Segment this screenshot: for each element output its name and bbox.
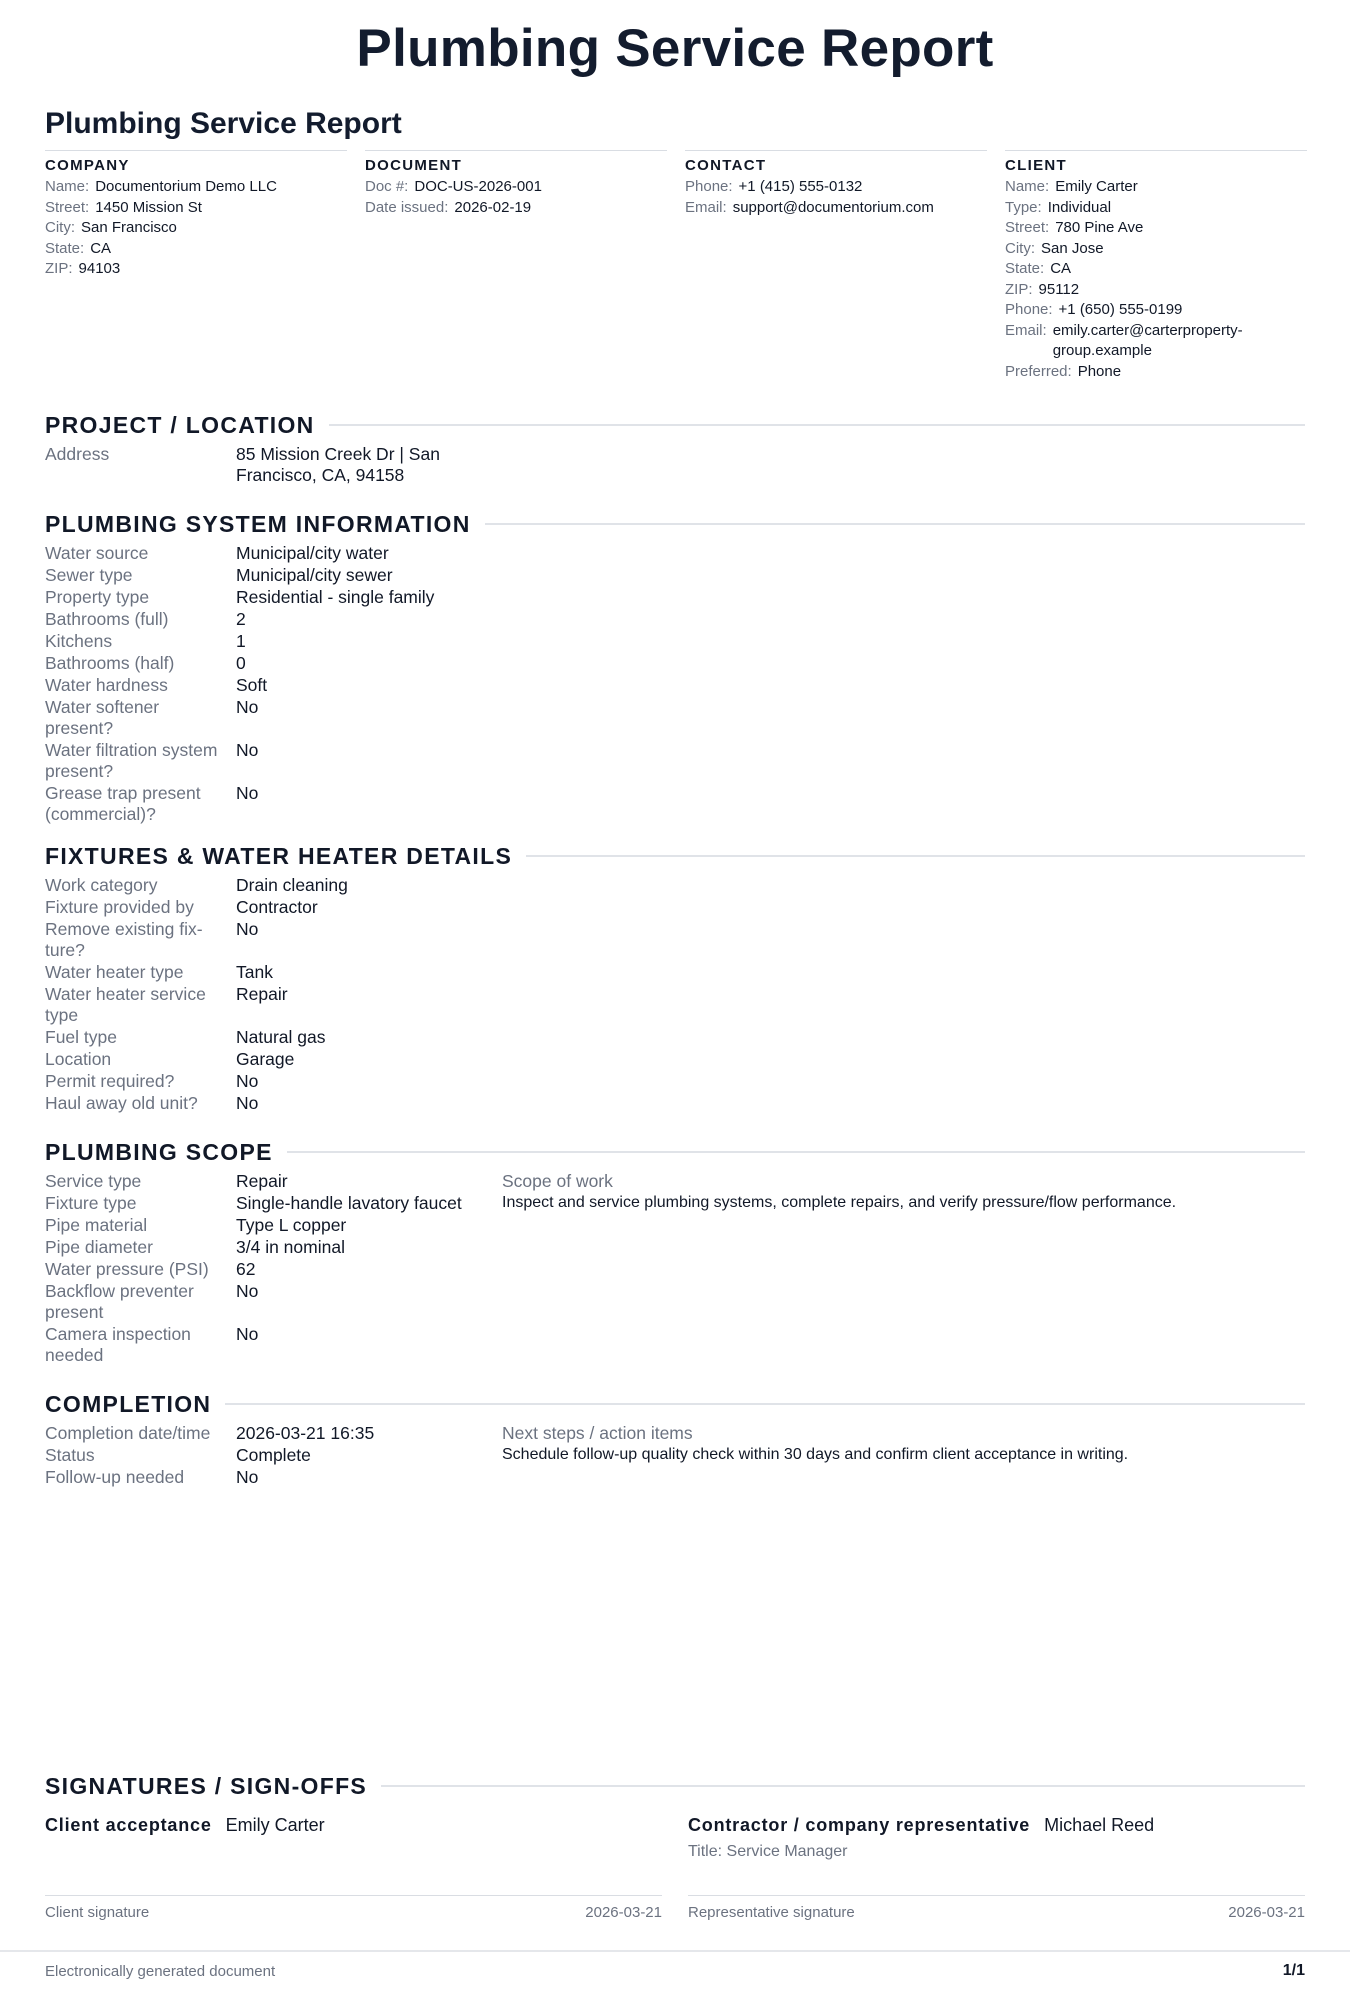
- field-label: Location: [45, 1049, 112, 1069]
- field-value: Repair: [236, 984, 288, 1004]
- section-divider: [485, 523, 1305, 525]
- field-label: Work category: [45, 875, 158, 895]
- field-label: Grease trap present (commercial)?: [45, 783, 201, 824]
- system-info-section: [45, 510, 1305, 824]
- field-label: State:: [45, 239, 85, 257]
- field-value: Drain cleaning: [236, 875, 348, 895]
- section-divider: [381, 1785, 1305, 1787]
- company-block: [45, 150, 347, 280]
- field-row: [45, 919, 515, 961]
- completion-section: [45, 1390, 1305, 1487]
- field-value: CA: [90, 239, 112, 257]
- field-value: 2: [236, 609, 246, 629]
- field-row: [45, 783, 515, 825]
- field-value: Individual: [1047, 198, 1112, 216]
- field-label: Phone:: [685, 178, 733, 195]
- field-value: Garage: [236, 1049, 295, 1069]
- field-value: Single-handle lavatory faucet: [236, 1193, 462, 1213]
- section-title: PLUMBING SYSTEM INFORMATION: [45, 510, 471, 537]
- signature-line: [688, 1895, 1305, 1896]
- field-label: Email:: [685, 198, 727, 216]
- field-label: Type:: [1005, 198, 1042, 216]
- project-location-section: [45, 411, 1305, 485]
- field-row: [45, 675, 515, 696]
- field-value: Municipal/city sewer: [236, 565, 393, 585]
- field-label: Name:: [45, 178, 90, 195]
- field-label: Water source: [45, 543, 149, 563]
- section-divider: [526, 855, 1305, 857]
- field-label: Street:: [1005, 219, 1050, 236]
- signatures-section: [45, 1772, 1305, 1800]
- contractor-signature-block: [688, 1815, 1305, 1921]
- field-value: Emily Carter: [1055, 178, 1138, 195]
- field-value: support@documentorium.com: [732, 198, 934, 216]
- client-phone-row: [1005, 300, 1307, 321]
- field-value: 1: [236, 631, 246, 651]
- field-value: No: [236, 1324, 259, 1344]
- section-title: SIGNATURES / SIGN-OFFS: [45, 1772, 368, 1799]
- field-value: San Jose: [1041, 239, 1104, 257]
- field-value: Repair: [236, 1171, 288, 1191]
- completion-fields: [45, 1423, 515, 1489]
- field-label: Permit required?: [45, 1071, 175, 1091]
- footer-divider: [0, 1950, 1350, 1952]
- client-signature-block: [45, 1815, 662, 1921]
- field-value: 3/4 in nominal: [236, 1237, 345, 1257]
- page-title: Plumbing Service Report: [356, 19, 994, 78]
- field-label: State:: [1005, 260, 1045, 277]
- field-row: [45, 1467, 515, 1488]
- field-value: 85 Mission Creek Dr | San Francisco, CA, 94158: [236, 444, 440, 485]
- field-value: Tank: [236, 962, 273, 982]
- field-label: Remove existing fix-ture?: [45, 919, 203, 960]
- field-label: Property type: [45, 587, 150, 607]
- client-preferred-row: [1005, 362, 1307, 383]
- field-row: [45, 1171, 515, 1192]
- company-heading: COMPANY: [45, 157, 130, 174]
- note-text: Schedule follow-up quality check within 30 days and confirm client acceptance in writing.: [502, 1446, 1129, 1463]
- report-subtitle: Plumbing Service Report: [45, 107, 402, 140]
- field-value: 62: [236, 1259, 256, 1279]
- document-block: [365, 150, 667, 218]
- field-label: City:: [1005, 239, 1035, 257]
- client-block: [1005, 150, 1307, 382]
- section-divider: [329, 424, 1305, 426]
- field-row: [45, 1281, 515, 1323]
- field-label: Doc #:: [365, 178, 409, 195]
- field-label: Water softener present?: [45, 697, 160, 738]
- contact-heading: CONTACT: [685, 157, 767, 174]
- field-value: No: [236, 783, 259, 803]
- field-value: No: [236, 1281, 259, 1301]
- field-label: Water filtration system present?: [45, 740, 218, 781]
- field-value: emily.carter@carterproperty-group.example: [1052, 321, 1243, 359]
- next-steps-note: [502, 1423, 1302, 1465]
- field-value: No: [236, 1093, 259, 1113]
- signature-role: Contractor / company representative: [688, 1815, 1031, 1835]
- signature-date: 2026-03-21: [1228, 1904, 1305, 1921]
- section-title: PLUMBING SCOPE: [45, 1138, 273, 1165]
- field-value: Type L copper: [236, 1215, 347, 1235]
- client-state-row: [1005, 259, 1307, 280]
- field-row: [45, 1027, 515, 1048]
- field-label: Preferred:: [1005, 362, 1072, 380]
- field-label: Sewer type: [45, 565, 133, 585]
- field-row: [45, 1049, 515, 1070]
- field-row: [45, 1423, 515, 1444]
- field-value: Documentorium Demo LLC: [95, 178, 277, 195]
- field-value: Complete: [236, 1445, 311, 1465]
- contact-email-row: [685, 198, 987, 219]
- field-label: ZIP:: [45, 260, 73, 277]
- client-name-row: [1005, 177, 1307, 198]
- field-row: [45, 984, 515, 1026]
- field-value: No: [236, 1071, 259, 1091]
- section-title: FIXTURES & WATER HEATER DETAILS: [45, 842, 513, 869]
- fixtures-section: [45, 842, 1305, 1113]
- field-label: Water pressure (PSI): [45, 1259, 209, 1279]
- company-city-row: [45, 218, 347, 239]
- project-fields: [45, 444, 515, 487]
- field-label: Backflow preventer present: [45, 1281, 194, 1322]
- field-value: 94103: [78, 260, 121, 277]
- note-label: Scope of work: [502, 1171, 613, 1191]
- field-label: Bathrooms (full): [45, 609, 169, 629]
- signer-title: Title: Service Manager: [688, 1843, 848, 1860]
- field-label: Email:: [1005, 321, 1047, 339]
- section-divider: [225, 1403, 1305, 1405]
- field-value: No: [236, 919, 259, 939]
- field-label: Bathrooms (half): [45, 653, 175, 673]
- signer-name: Michael Reed: [1044, 1815, 1155, 1835]
- field-label: City:: [45, 219, 75, 236]
- section-title: PROJECT / LOCATION: [45, 411, 315, 438]
- field-label: Kitchens: [45, 631, 113, 651]
- contact-block: [685, 150, 987, 218]
- field-row: [45, 587, 515, 608]
- signature-caption: Client signature: [45, 1904, 150, 1921]
- field-row: [45, 1324, 515, 1366]
- client-zip-row: [1005, 280, 1307, 301]
- field-row: [45, 897, 515, 918]
- field-row: [45, 875, 515, 896]
- field-value: 95112: [1038, 280, 1080, 298]
- document-heading: DOCUMENT: [365, 157, 463, 174]
- scope-of-work-note: [502, 1171, 1302, 1213]
- field-label: ZIP:: [1005, 280, 1033, 298]
- field-value: No: [236, 740, 259, 760]
- field-label: Name:: [1005, 178, 1050, 195]
- system-fields: [45, 543, 515, 826]
- field-label: Street:: [45, 198, 90, 216]
- page-number: 1/1: [1282, 1962, 1305, 1979]
- field-label: Pipe material: [45, 1215, 148, 1235]
- section-divider: [287, 1151, 1305, 1153]
- field-label: Date issued:: [365, 198, 449, 216]
- date-issued-row: [365, 198, 667, 219]
- client-email-row: [1005, 321, 1307, 362]
- field-label: Address: [45, 444, 110, 464]
- field-value: Natural gas: [236, 1027, 326, 1047]
- note-text: Inspect and service plumbing systems, complete repairs, and verify pressure/flow performance.: [502, 1194, 1177, 1211]
- field-value: 1450 Mission St: [95, 198, 202, 216]
- signer-name: Emily Carter: [225, 1815, 325, 1835]
- field-value: Phone: [1077, 362, 1122, 380]
- field-row: [45, 1093, 515, 1114]
- company-state-row: [45, 239, 347, 260]
- field-value: 2026-02-19: [454, 198, 532, 216]
- field-value: 0: [236, 653, 246, 673]
- field-value: No: [236, 697, 259, 717]
- field-value: Contractor: [236, 897, 318, 917]
- signature-date: 2026-03-21: [585, 1904, 662, 1921]
- section-title: COMPLETION: [45, 1390, 212, 1417]
- address-row: [45, 444, 515, 486]
- footer-note: Electronically generated document: [45, 1963, 276, 1980]
- doc-number-row: [365, 177, 667, 198]
- field-label: Water heater service type: [45, 984, 206, 1025]
- field-row: [45, 1193, 515, 1214]
- field-value: San Francisco: [81, 219, 177, 236]
- field-row: [45, 565, 515, 586]
- field-label: Service type: [45, 1171, 142, 1191]
- field-label: Fixture type: [45, 1193, 137, 1213]
- field-value: No: [236, 1467, 259, 1487]
- client-street-row: [1005, 218, 1307, 239]
- field-label: Pipe diameter: [45, 1237, 153, 1257]
- client-city-row: [1005, 239, 1307, 260]
- field-row: [45, 740, 515, 782]
- fixtures-fields: [45, 875, 515, 1115]
- field-label: Status: [45, 1445, 95, 1465]
- field-row: [45, 1259, 515, 1280]
- field-value: Soft: [236, 675, 268, 695]
- signature-caption: Representative signature: [688, 1904, 855, 1921]
- field-label: Water heater type: [45, 962, 184, 982]
- signature-role: Client acceptance: [45, 1815, 212, 1835]
- field-row: [45, 962, 515, 983]
- field-row: [45, 543, 515, 564]
- client-heading: CLIENT: [1005, 157, 1067, 174]
- client-type-row: [1005, 198, 1307, 219]
- field-row: [45, 1071, 515, 1092]
- field-value: Municipal/city water: [236, 543, 389, 563]
- field-value: +1 (415) 555-0132: [738, 178, 863, 195]
- field-label: Fixture provided by: [45, 897, 194, 917]
- field-row: [45, 1445, 515, 1466]
- note-label: Next steps / action items: [502, 1423, 693, 1443]
- company-street-row: [45, 198, 347, 219]
- field-value: +1 (650) 555-0199: [1058, 301, 1183, 318]
- field-row: [45, 1215, 515, 1236]
- field-label: Haul away old unit?: [45, 1093, 198, 1113]
- field-label: Phone:: [1005, 301, 1053, 318]
- signature-line: [45, 1895, 662, 1896]
- field-value: DOC-US-2026-001: [414, 178, 542, 195]
- plumbing-scope-section: [45, 1138, 1305, 1365]
- field-row: [45, 631, 515, 652]
- scope-fields: [45, 1171, 515, 1367]
- field-row: [45, 653, 515, 674]
- field-label: Water hardness: [45, 675, 168, 695]
- field-row: [45, 609, 515, 630]
- company-zip-row: [45, 259, 347, 280]
- field-label: Camera inspection needed: [45, 1324, 191, 1365]
- field-row: [45, 1237, 515, 1258]
- field-value: 780 Pine Ave: [1055, 219, 1144, 236]
- field-value: 2026-03-21 16:35: [236, 1423, 375, 1443]
- field-label: Fuel type: [45, 1027, 117, 1047]
- contact-phone-row: [685, 177, 987, 198]
- field-label: Completion date/time: [45, 1423, 211, 1443]
- field-value: CA: [1050, 260, 1072, 277]
- company-name-row: [45, 177, 347, 198]
- field-label: Follow-up needed: [45, 1467, 185, 1487]
- field-value: Residential - single family: [236, 587, 435, 607]
- field-row: [45, 697, 515, 739]
